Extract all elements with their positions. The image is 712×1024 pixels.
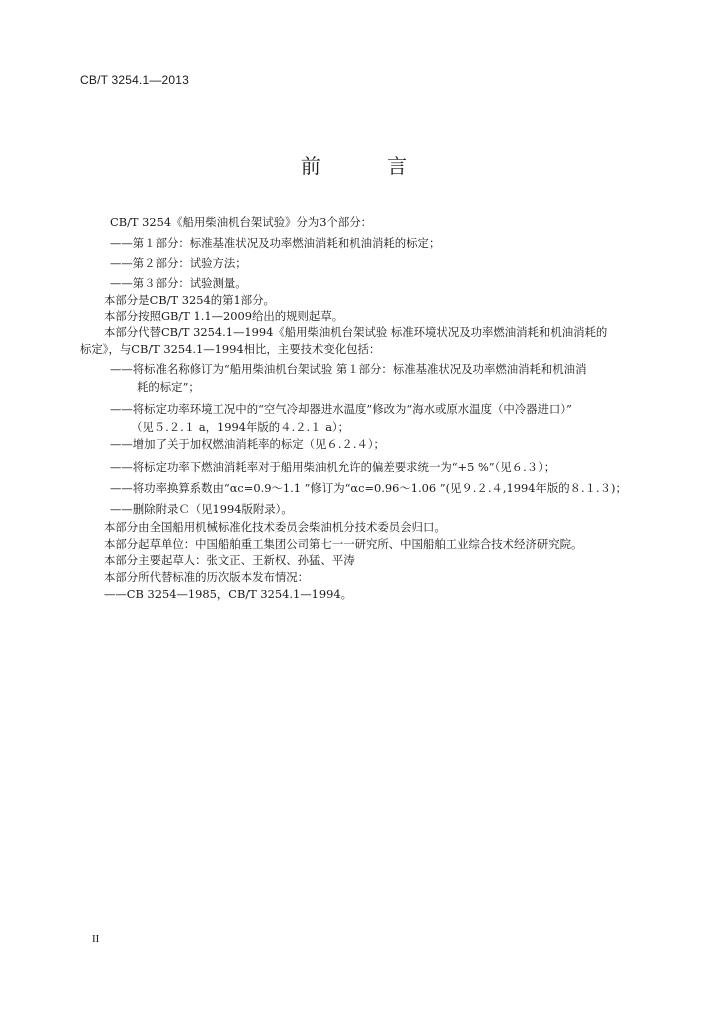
paragraph-line: （见５.２.１ a，1994年版的４.２.１ a）； (131, 420, 350, 434)
paragraph-line: 本部分所代替标准的历次版本发布情况： (104, 570, 310, 584)
paragraph-line: ——第３部分：试验测量。 (110, 276, 247, 290)
paragraph-line: ——将标准名称修订为“船用柴油机台架试验 第１部分：标准基准状况及功率燃油消耗和机油消 (110, 362, 587, 376)
paragraph-line: 耗的标定”； (137, 380, 200, 394)
paragraph-line: 本部分起草单位：中国船舶重工集团公司第七一一研究所、中国船舶工业综合技术经济研究院。 (104, 537, 583, 551)
paragraph-line: 本部分代替CB/T 3254.1—1994《船用柴油机台架试验 标准环境状况及功率燃油消耗和机油消耗的 (104, 325, 608, 339)
paragraph-line: ——将标定功率环境工况中的“空气冷却器进水温度”修改为“海水或原水温度（中冷器进口）” (110, 402, 572, 416)
paragraph-line: 本部分由全国船用机械标准化技术委员会柴油机分技术委员会归口。 (104, 520, 446, 534)
paragraph-line: ——删除附录Ｃ（见1994版附录）。 (110, 502, 293, 516)
paragraph-line: ——将标定功率下燃油消耗率对于船用柴油机允许的偏差要求统一为“+5 %”（见６.３）； (110, 460, 556, 474)
standard-code-header: CB/T 3254.1—2013 (80, 73, 190, 87)
paragraph-line: CB/T 3254《船用柴油机台架试验》分为3个部分： (110, 215, 373, 229)
paragraph-line: 本部分按照GB/T 1.1—2009给出的规则起草。 (104, 309, 344, 323)
paragraph-line: ——将功率换算系数由“αc=0.9～1.1 ”修订为“αc=0.96～1.06 ”(见９.２.４,1994年版的８.１.３)； (110, 481, 627, 495)
paragraph-line: ——增加了关于加权燃油消耗率的标定（见６.２.４）； (110, 437, 385, 451)
page-number: II (92, 933, 100, 945)
paragraph-line: ——CB 3254—1985，CB/T 3254.1—1994。 (104, 587, 353, 601)
paragraph-line: 标定》，与CB/T 3254.1—1994相比，主要技术变化包括： (80, 342, 381, 356)
paragraph-line: 本部分是CB/T 3254的第1部分。 (104, 293, 275, 307)
paragraph-line: ——第２部分：试验方法； (110, 256, 247, 270)
page-title: 前 言 (300, 154, 438, 178)
paragraph-line: ——第１部分：标准基准状况及功率燃油消耗和机油消耗的标定； (110, 236, 441, 250)
paragraph-line: 本部分主要起草人：张文正、王新权、孙猛、平涛 (104, 553, 355, 567)
